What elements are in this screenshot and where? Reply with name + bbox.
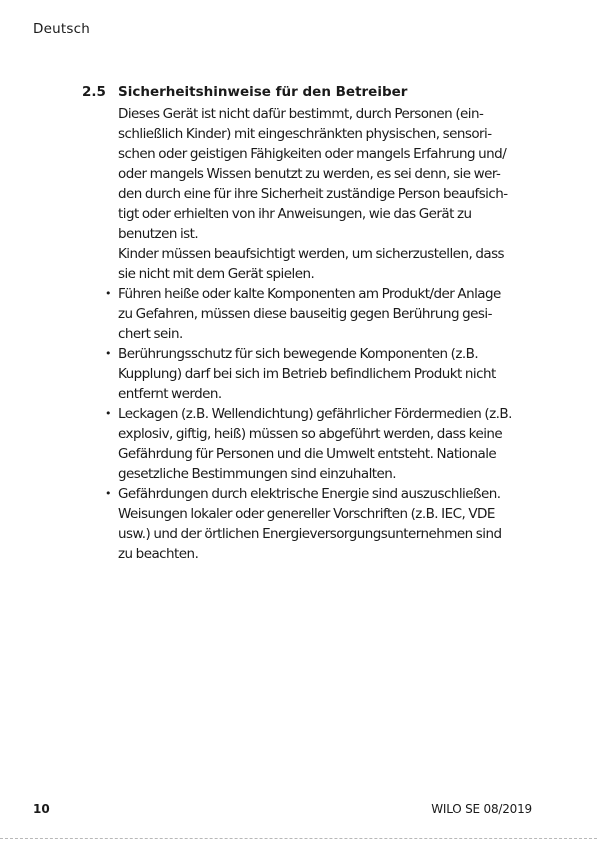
text-line: gesetzliche Bestimmungen sind einzuhalten. — [118, 466, 397, 482]
text-line: chert sein. — [118, 326, 183, 342]
text-line: Kupplung) darf bei sich im Betrieb befindlichem Produkt nicht — [118, 366, 496, 382]
bullet-item-hot-cold-components — [105, 284, 542, 344]
text-line: entfernt werden. — [118, 386, 222, 402]
publisher-date: WILO SE 08/2019 — [431, 802, 532, 816]
language-label: Deutsch — [33, 21, 90, 37]
section-body — [105, 104, 542, 564]
text-line: explosiv, giftig, heiß) müssen so abgeführt werden, dass keine — [118, 426, 503, 442]
text-line: zu beachten. — [118, 546, 199, 562]
bullet-item-leakages — [105, 404, 542, 484]
section-heading — [82, 84, 542, 104]
text-line: Gefährdung für Personen und die Umwelt entsteht. Nationale — [118, 446, 497, 462]
text-line: Weisungen lokaler oder genereller Vorschriften (z.B. IEC, VDE — [118, 506, 495, 522]
bullet-icon: • — [105, 407, 111, 420]
bullet-icon: • — [105, 487, 111, 500]
text-line: benutzen ist. — [118, 226, 199, 242]
text-line: Führen heiße oder kalte Komponenten am Produkt/der Anlage — [118, 286, 501, 302]
text-line: schließlich Kinder) mit eingeschränkten physischen, sensori- — [118, 126, 492, 142]
page-number: 10 — [33, 802, 50, 816]
text-line: tigt oder erhielten von ihr Anweisungen, wie das Gerät zu — [118, 206, 472, 222]
bullet-list — [105, 284, 542, 564]
text-line: zu Gefahren, müssen diese bauseitig gegen Berührung gesi- — [118, 306, 492, 322]
section-number: 2.5 — [82, 84, 106, 100]
section-title: Sicherheitshinweise für den Betreiber — [118, 84, 408, 100]
text-line: oder mangels Wissen benutzt zu werden, es sei denn, sie wer- — [118, 166, 501, 182]
text-line: den durch eine für ihre Sicherheit zuständige Person beaufsich- — [118, 186, 508, 202]
bullet-icon: • — [105, 347, 111, 360]
bullet-item-electrical-energy — [105, 484, 542, 564]
bullet-icon: • — [105, 287, 111, 300]
bullet-item-moving-components — [105, 344, 542, 404]
safety-section — [82, 84, 542, 564]
text-line: Leckagen (z.B. Wellendichtung) gefährlicher Fördermedien (z.B. — [118, 406, 512, 422]
text-line: Gefährdungen durch elektrische Energie sind auszuschließen. — [118, 486, 501, 502]
text-line: Berührungsschutz für sich bewegende Komponenten (z.B. — [118, 346, 479, 362]
text-line: usw.) und der örtlichen Energieversorgungsunternehmen sind — [118, 526, 502, 542]
text-line: sie nicht mit dem Gerät spielen. — [118, 266, 315, 282]
text-line: schen oder geistigen Fähigkeiten oder mangels Erfahrung und/ — [118, 146, 507, 162]
page-bottom-divider — [0, 838, 597, 839]
intro-paragraph — [118, 104, 542, 284]
text-line: Kinder müssen beaufsichtigt werden, um sicherzustellen, dass — [118, 246, 505, 262]
text-line: Dieses Gerät ist nicht dafür bestimmt, durch Personen (ein- — [118, 106, 484, 122]
